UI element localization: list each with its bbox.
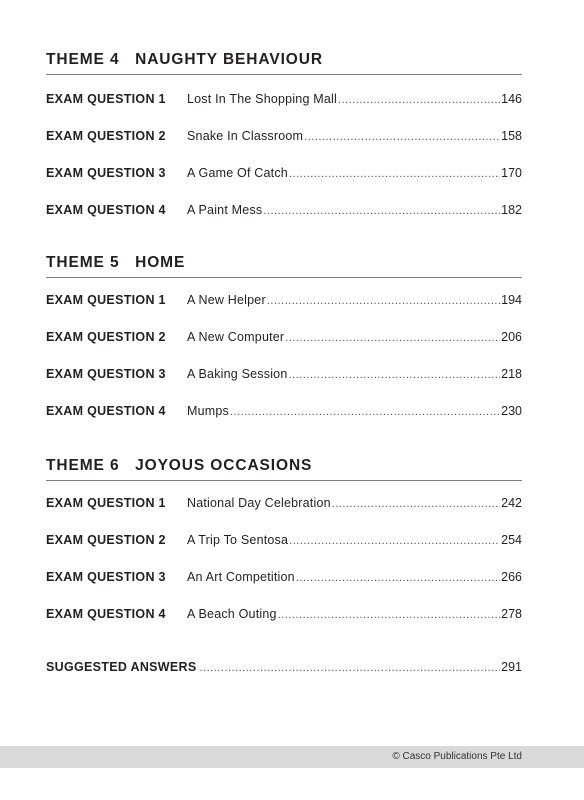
entry-title: A Trip To Sentosa [187,533,289,547]
dot-leader [289,165,500,183]
dot-leader [285,329,500,347]
entry-title: National Day Celebration [187,496,331,510]
exam-question-label: EXAM QUESTION 4 [46,203,166,217]
exam-question-label: EXAM QUESTION 4 [46,404,166,418]
exam-question-label: EXAM QUESTION 1 [46,496,166,510]
dot-leader [288,366,500,384]
exam-question-label: EXAM QUESTION 3 [46,166,166,180]
toc-entry[interactable] [46,164,522,182]
page-number: 146 [501,92,522,106]
page-number: 266 [501,570,522,584]
page-number: 218 [501,367,522,381]
copyright-notice: © Casco Publications Pte Ltd [392,751,522,762]
page-number: 291 [501,660,522,674]
toc-entry[interactable] [46,568,522,586]
exam-question-label: EXAM QUESTION 1 [46,293,166,307]
exam-question-label: EXAM QUESTION 2 [46,330,166,344]
page-number: 254 [501,533,522,547]
dot-leader [278,606,500,624]
dot-leader [200,659,501,677]
theme-6-section [46,456,522,621]
dot-leader [338,91,500,109]
entry-title: A New Computer [187,330,285,344]
theme-heading: THEME 5 HOME [46,254,186,271]
entry-title: Snake In Classroom [187,129,304,143]
page-number: 170 [501,166,522,180]
theme-heading: THEME 6 JOYOUS OCCASIONS [46,457,313,474]
theme-heading: THEME 4 NAUGHTY BEHAVIOUR [46,51,323,68]
page-number: 278 [501,607,522,621]
theme-divider [46,74,522,75]
entry-title: A Beach Outing [187,607,277,621]
dot-leader [296,569,500,587]
page-number: 182 [501,203,522,217]
page-number: 242 [501,496,522,510]
entry-title: Mumps [187,404,229,418]
entry-title: A New Helper [187,293,266,307]
toc-entry[interactable] [46,365,522,383]
toc-entry[interactable] [46,531,522,549]
toc-entry[interactable] [46,402,522,420]
page-number: 194 [501,293,522,307]
exam-question-label: EXAM QUESTION 2 [46,129,166,143]
theme-4-section [46,50,522,217]
toc-entry[interactable] [46,494,522,512]
entry-title: A Paint Mess [187,203,263,217]
theme-divider [46,277,522,278]
entry-title: A Game Of Catch [187,166,288,180]
dot-leader [332,495,500,513]
page-number: 158 [501,129,522,143]
toc-entry[interactable] [46,605,522,623]
page-number: 230 [501,404,522,418]
exam-question-label: EXAM QUESTION 3 [46,367,166,381]
entry-title: An Art Competition [187,570,295,584]
toc-entry[interactable] [46,201,522,219]
dot-leader [263,202,500,220]
page-number: 206 [501,330,522,344]
theme-divider [46,480,522,481]
entry-title: Lost In The Shopping Mall [187,92,338,106]
dot-leader [267,292,500,310]
dot-leader [230,403,500,421]
footer-bar [0,746,584,768]
suggested-answers-label: SUGGESTED ANSWERS [46,660,197,674]
toc-entry[interactable] [46,90,522,108]
toc-entry-suggested-answers[interactable] [46,658,522,676]
toc-entry[interactable] [46,328,522,346]
toc-entry[interactable] [46,127,522,145]
dot-leader [289,532,500,550]
dot-leader [304,128,500,146]
theme-5-section [46,253,522,418]
toc-entry[interactable] [46,291,522,309]
exam-question-label: EXAM QUESTION 1 [46,92,166,106]
entry-title: A Baking Session [187,367,288,381]
exam-question-label: EXAM QUESTION 3 [46,570,166,584]
exam-question-label: EXAM QUESTION 2 [46,533,166,547]
exam-question-label: EXAM QUESTION 4 [46,607,166,621]
